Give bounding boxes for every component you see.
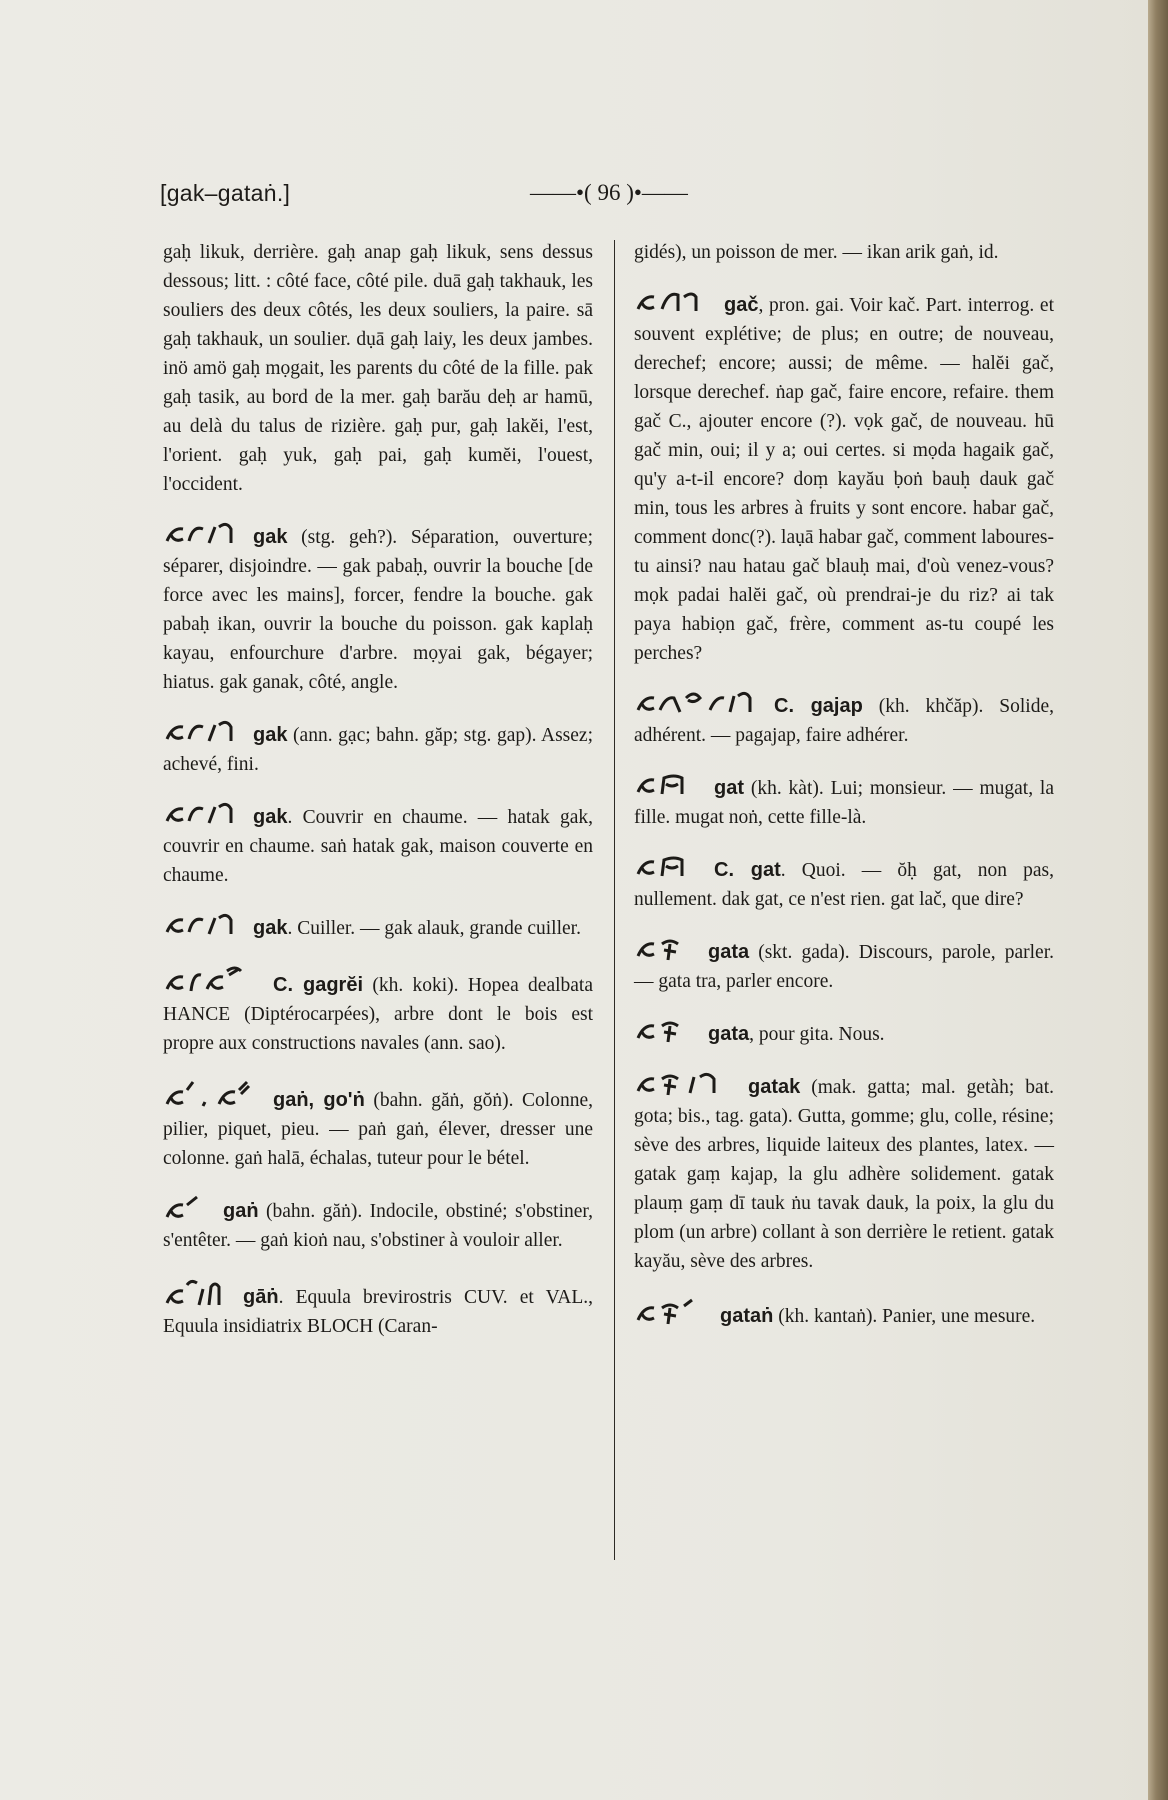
cham-script-glyph xyxy=(634,854,704,880)
cham-script-glyph xyxy=(163,965,263,995)
dictionary-entry: C. gat. Quoi. — ŏḥ gat, non pas, nullement. dak gat, ce n'est rien. gat lač, que dire? xyxy=(634,854,1054,914)
continuation-text: gidés), un poisson de mer. — ikan arik gaṅ, id. xyxy=(634,242,999,263)
dictionary-entry: gak (ann. gạc; bahn. găp; stg. gap). Assez; achevé, fini. xyxy=(163,719,593,779)
right-column xyxy=(634,238,1054,1353)
dictionary-entry: gāṅ. Equula brevirostris CUV. et VAL., Equula insidiatrix BLOCH (Caran- xyxy=(163,1277,593,1341)
cham-script-glyph xyxy=(634,936,698,962)
left-column xyxy=(163,238,593,1363)
running-header xyxy=(160,180,1040,220)
cham-script-glyph xyxy=(634,690,764,716)
cham-script-glyph xyxy=(163,801,243,827)
cham-script-glyph xyxy=(634,772,704,798)
cham-script-glyph xyxy=(163,719,243,745)
dictionary-entry: gatak (mak. gatta; mal. getàh; bat. gota; bis., tag. gata). Gutta, gomme; glu, colle, résine; sève des arbres, liquide laiteux des plantes, latex. — gatak gaṃ kajap, la glu adhère solidement. gatak plauṃ gaṃ dī tauk ṅu tavak dauk, la poix, la glu du plom (un arbre) collant à son derrière le retient. gatak kayău, sève des arbres. xyxy=(634,1071,1054,1276)
dictionary-entry: gataṅ (kh. kantaṅ). Panier, une mesure. xyxy=(634,1298,1054,1331)
cham-script-glyph xyxy=(163,1195,213,1221)
dictionary-entry: C. gagrĕi (kh. koki). Hopea dealbata HANCE (Diptérocarpées), arbre dont le bois est propre aux constructions navales (ann. sao). xyxy=(163,965,593,1058)
dictionary-entry: gata, pour gita. Nous. xyxy=(634,1018,1054,1049)
cham-script-glyph xyxy=(634,289,714,315)
continuation-text: gaḥ likuk, derrière. gaḥ anap gaḥ likuk, sens dessus dessous; litt. : côté face, côté pile. duā gaḥ takhauk, les souliers des deux côtés, les deux souliers, la paire. sā gaḥ takhauk, un soulier. dụā gaḥ laiy, les deux jambes. inö amö gaḥ mọgait, les parents du côté de la fille. pak gaḥ tasik, au bord de la mer. gaḥ barău deḥ ar hamū, au delà du talus de rizière. gaḥ pur, gaḥ lakĕi, l'est, l'orient. gaḥ yuk, gaḥ pai, gaḥ kumĕi, l'ouest, l'occident. xyxy=(163,242,593,495)
dictionary-entry: gat (kh. kàt). Lui; monsieur. — mugat, la fille. mugat noṅ, cette fille-là. xyxy=(634,772,1054,832)
dictionary-entry: gač, pron. gai. Voir kač. Part. interrog. et souvent explétive; de plus; en outre; de nouveau, derechef; encore; aussi; de même. — halĕi gač, lorsque derechef. ṅap gač, faire encore, refaire. them gač C., ajouter encore (?). vọk gač, de nouveau. hū gač min, oui; il y a; oui certes. si mọda hagaik gač, qu'y a-t-il encore? doṃ kayău ḅoṅ bauḥ dauk gač min, tous les arbres à fruits y sont encore. habar gač, comment donc(?). laụā habar gač, comment laboures-tu ainsi? nau hatau gač blauḥ mai, d'où venez-vous? mọk padai halĕi gač, où prendrai-je du riz? ai tak paya habiọn gač, frère, comment as-tu coupé les perches? xyxy=(634,289,1054,668)
cham-script-glyph xyxy=(163,912,243,938)
dictionary-entry: gak. Cuiller. — gak alauk, grande cuiller. xyxy=(163,912,593,943)
cham-script-glyph xyxy=(163,1277,233,1307)
dictionary-entry: gak (stg. geh?). Séparation, ouverture; séparer, disjoindre. — gak pabaḥ, ouvrir la bouche [de force avec les mains], forcer, fendre la bouche. gak pabaḥ ikan, ouvrir la bouche du poisson. gak kaplaḥ kayau, enfourchure d'arbre. mọyai gak, bégayer; hiatus. gak ganak, côté, angle. xyxy=(163,521,593,697)
cham-script-glyph xyxy=(634,1071,738,1097)
book-spine xyxy=(1148,0,1168,1800)
column-divider xyxy=(614,240,615,1560)
section-range: [gak–gataṅ.] xyxy=(160,180,291,206)
cham-script-glyph xyxy=(634,1018,698,1044)
dictionary-entry: gata (skt. gada). Discours, parole, parler. — gata tra, parler encore. xyxy=(634,936,1054,996)
page-number: ——•( 96 )•—— xyxy=(530,180,688,205)
dictionary-entry: gaṅ (bahn. găṅ). Indocile, obstiné; s'obstiner, s'entêter. — gaṅ kioṅ nau, s'obstiner à vouloir aller. xyxy=(163,1195,593,1255)
dictionary-entry: gak. Couvrir en chaume. — hatak gak, couvrir en chaume. saṅ hatak gak, maison couverte en chaume. xyxy=(163,801,593,890)
cham-script-glyph xyxy=(634,1298,710,1326)
dictionary-entry: gaṅ, go'ṅ (bahn. găṅ, gŏṅ). Colonne, pilier, piquet, pieu. — paṅ gaṅ, élever, dresser une colonne. gaṅ halā, échalas, tuteur pour le bétel. xyxy=(163,1080,593,1173)
dictionary-entry: C. gajap (kh. khčăp). Solide, adhérent. — pagajap, faire adhérer. xyxy=(634,690,1054,750)
cham-script-glyph xyxy=(163,1080,263,1110)
cham-script-glyph xyxy=(163,521,243,547)
